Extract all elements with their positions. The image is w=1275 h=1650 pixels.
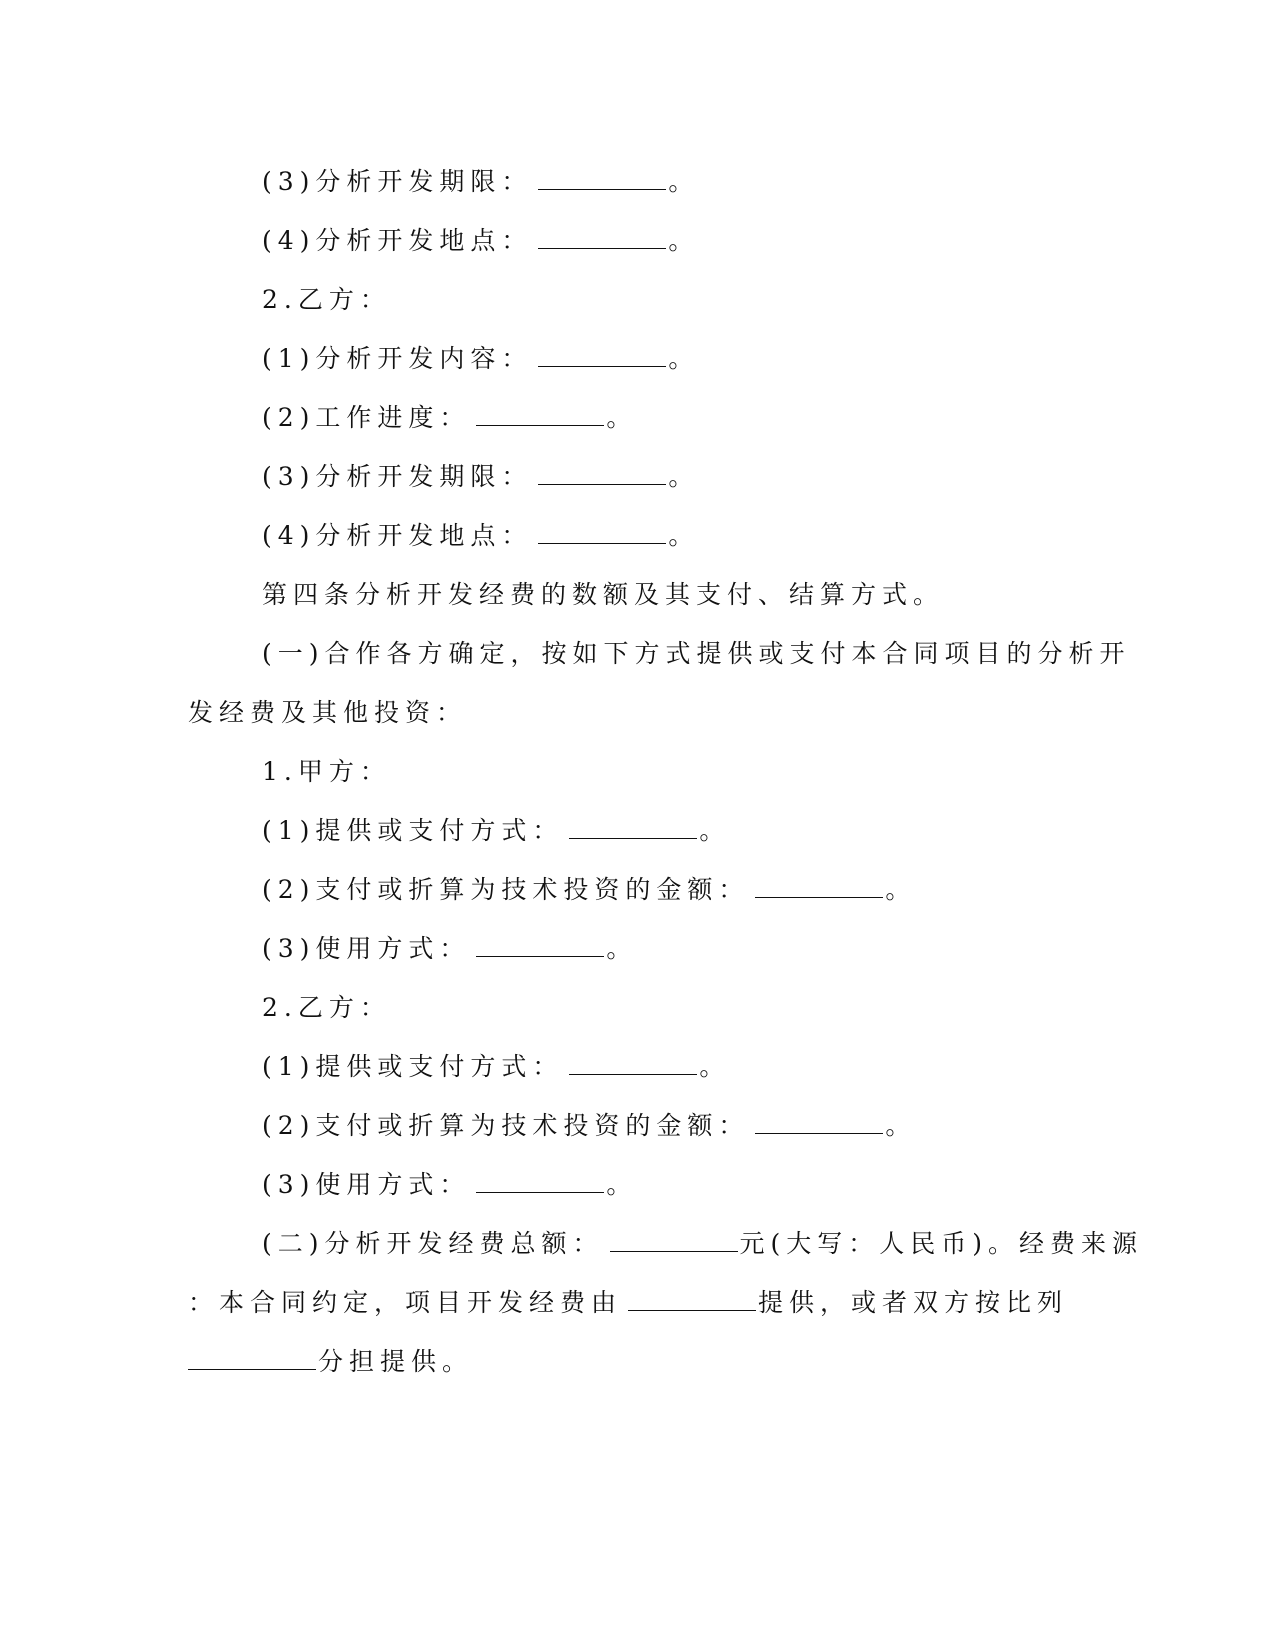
clause-text: 。: [668, 226, 700, 255]
clause-text: 。: [668, 521, 700, 550]
clause-text: (2)支付或折算为技术投资的金额：: [262, 875, 750, 904]
fill-blank[interactable]: [538, 222, 666, 249]
clause-text: 。: [699, 1052, 731, 1081]
paragraph-line: [0, 1283, 1275, 1323]
clause-text: 。: [699, 816, 731, 845]
fill-blank[interactable]: [476, 930, 604, 957]
clause-text: 。: [668, 344, 700, 373]
clause-text: (3)分析开发期限：: [262, 462, 533, 491]
clause-text: 。: [885, 875, 917, 904]
clause-line: [0, 398, 1275, 438]
clause-text: (1)提供或支付方式：: [262, 1052, 564, 1081]
fill-blank[interactable]: [755, 871, 883, 898]
clause-text: 。: [668, 462, 700, 491]
clause-text: 。: [885, 1111, 917, 1140]
clause-line: [0, 1106, 1275, 1146]
clause-text: 。: [668, 167, 700, 196]
fill-blank[interactable]: [538, 517, 666, 544]
clause-text: (4)分析开发地点：: [262, 226, 533, 255]
fill-blank[interactable]: [569, 812, 697, 839]
clause-line: [0, 870, 1275, 910]
clause-text: 1.甲方：: [262, 757, 391, 786]
fill-blank[interactable]: [188, 1343, 316, 1370]
clause-text: (1)提供或支付方式：: [262, 816, 564, 845]
article-heading: [0, 575, 1275, 615]
fill-blank[interactable]: [476, 399, 604, 426]
party-heading: [0, 988, 1275, 1028]
clause-text: (2)工作进度：: [262, 403, 471, 432]
clause-text: 发经费及其他投资：: [188, 698, 468, 727]
fill-blank[interactable]: [476, 1166, 604, 1193]
party-heading: [0, 752, 1275, 792]
paragraph-line: [0, 1342, 1275, 1382]
fill-blank[interactable]: [538, 163, 666, 190]
clause-text: 。: [606, 934, 638, 963]
clause-text: ：本合同约定，项目开发经费由: [188, 1288, 623, 1317]
clause-line: [0, 929, 1275, 969]
party-heading: [0, 280, 1275, 320]
fill-blank[interactable]: [538, 458, 666, 485]
clause-text: 提供，或者双方按比列: [758, 1288, 1069, 1317]
clause-text: 第四条分析开发经费的数额及其支付、结算方式。: [262, 580, 945, 609]
clause-text: 分担提供。: [318, 1347, 474, 1376]
clause-text: (3)分析开发期限：: [262, 167, 533, 196]
paragraph-line: [0, 693, 1275, 733]
clause-line: [0, 221, 1275, 261]
clause-line: [0, 162, 1275, 202]
clause-line: [0, 1047, 1275, 1087]
clause-text: 2.乙方：: [262, 285, 391, 314]
clause-text: 2.乙方：: [262, 993, 391, 1022]
clause-text: 元(大写：人民币)。经费来源: [739, 1229, 1144, 1258]
clause-line: [0, 339, 1275, 379]
fill-blank[interactable]: [755, 1107, 883, 1134]
clause-line: [0, 811, 1275, 851]
fill-blank[interactable]: [538, 340, 666, 367]
clause-text: (一)合作各方确定，按如下方式提供或支付本合同项目的分析开: [262, 639, 1131, 668]
clause-text: (二)分析开发经费总额：: [262, 1229, 604, 1258]
clause-line: [0, 516, 1275, 556]
clause-text: (3)使用方式：: [262, 1170, 471, 1199]
clause-text: (4)分析开发地点：: [262, 521, 533, 550]
fill-blank[interactable]: [569, 1048, 697, 1075]
clause-text: (3)使用方式：: [262, 934, 471, 963]
fill-blank[interactable]: [610, 1225, 738, 1252]
clause-text: (2)支付或折算为技术投资的金额：: [262, 1111, 750, 1140]
clause-line: [0, 1165, 1275, 1205]
clause-text: 。: [606, 1170, 638, 1199]
clause-text: 。: [606, 403, 638, 432]
paragraph-line: [0, 634, 1275, 674]
clause-text: (1)分析开发内容：: [262, 344, 533, 373]
paragraph-line: [0, 1224, 1275, 1264]
fill-blank[interactable]: [628, 1284, 756, 1311]
clause-line: [0, 457, 1275, 497]
